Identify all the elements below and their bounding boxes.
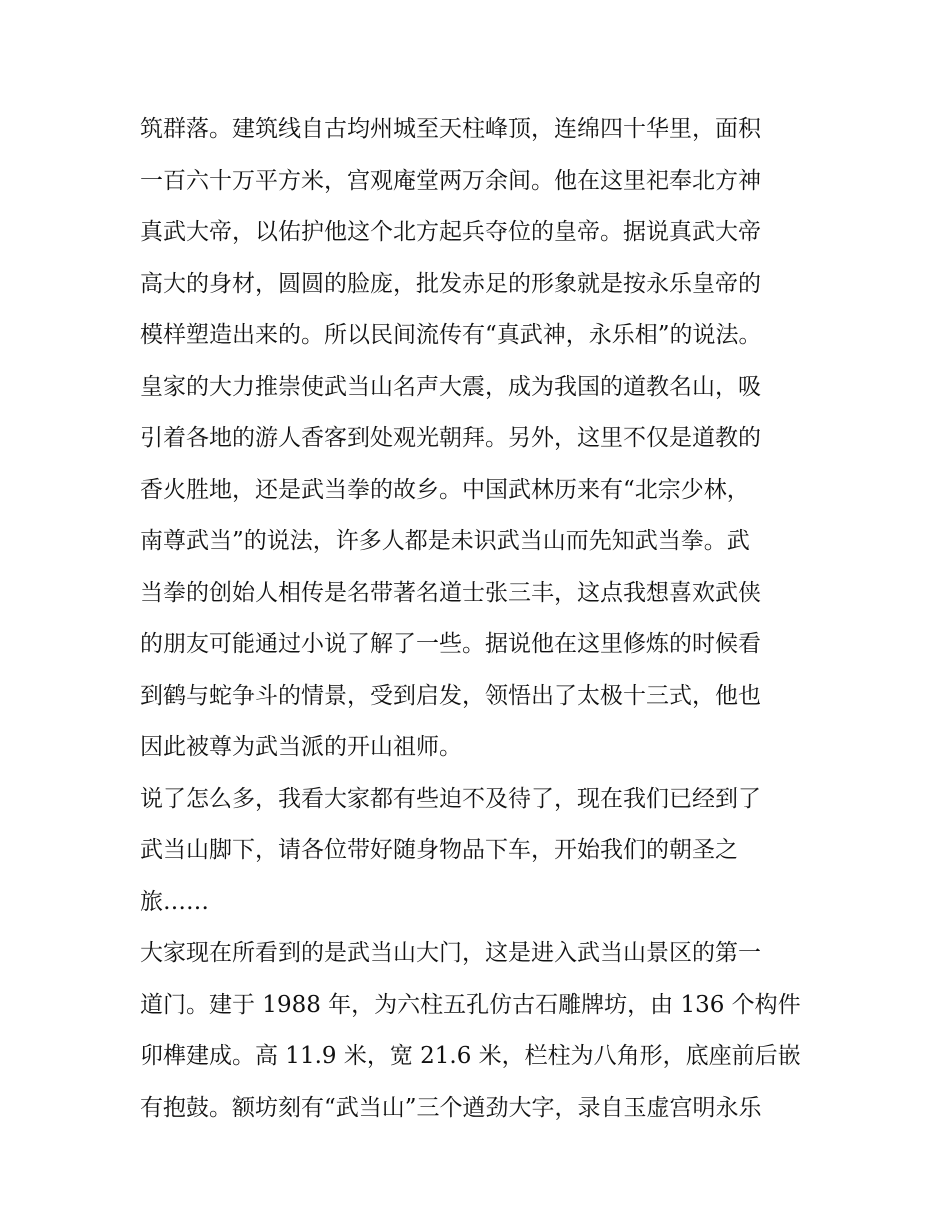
- text-line: 旅……: [140, 888, 209, 915]
- text-line: 道门。建于 1988 年，为六柱五孔仿古石雕牌坊，由 136 个构件: [140, 991, 801, 1018]
- text-line: 因此被尊为武当派的开山祖师。: [140, 734, 462, 760]
- text-line: 真武大帝，以佑护他这个北方起兵夺位的皇帝。据说真武大帝: [140, 219, 761, 245]
- text-line: 大家现在所看到的是武当山大门，这是进入武当山景区的第一: [140, 940, 761, 966]
- text-line: 南尊武当”的说法，许多人都是未识武当山而先知武当拳。武: [140, 528, 750, 554]
- text-line: 有抱鼓。额坊刻有“武当山”三个遒劲大字，录自玉虚宫明永乐: [140, 1094, 762, 1121]
- text-line: 筑群落。建筑线自古均州城至天柱峰顶，连绵四十华里，面积: [140, 116, 761, 142]
- text-line: 的朋友可能通过小说了解了一些。据说他在这里修炼的时候看: [140, 631, 761, 657]
- text-line: 模样塑造出来的。所以民间流传有“真武神，永乐相”的说法。: [140, 322, 762, 348]
- text-line: 到鹤与蛇争斗的情景，受到启发，领悟出了太极十三式，他也: [140, 682, 761, 709]
- text-line: 当拳的创始人相传是名带著名道士张三丰，这点我想喜欢武侠: [140, 579, 761, 606]
- text-line: 高大的身材，圆圆的脸庞，批发赤足的形象就是按永乐皇帝的: [140, 270, 761, 297]
- text-line: 说了怎么多，我看大家都有些迫不及待了，现在我们已经到了: [140, 785, 761, 812]
- text-line: 一百六十万平方米，宫观庵堂两万余间。他在这里祀奉北方神: [140, 167, 761, 194]
- text-line: 皇家的大力推崇使武当山名声大震，成为我国的道教名山，吸: [140, 373, 761, 400]
- text-line: 引着各地的游人香客到处观光朝拜。另外，这里不仅是道教的: [140, 425, 761, 451]
- text-line: 香火胜地，还是武当拳的故乡。中国武林历来有“北宗少林，: [140, 476, 750, 503]
- text-line: 卯榫建成。高 11.9 米，宽 21.6 米，栏柱为八角形，底座前后嵌: [140, 1043, 801, 1069]
- text-line: 武当山脚下，请各位带好随身物品下车，开始我们的朝圣之: [140, 837, 738, 863]
- body-text: [140, 104, 830, 1134]
